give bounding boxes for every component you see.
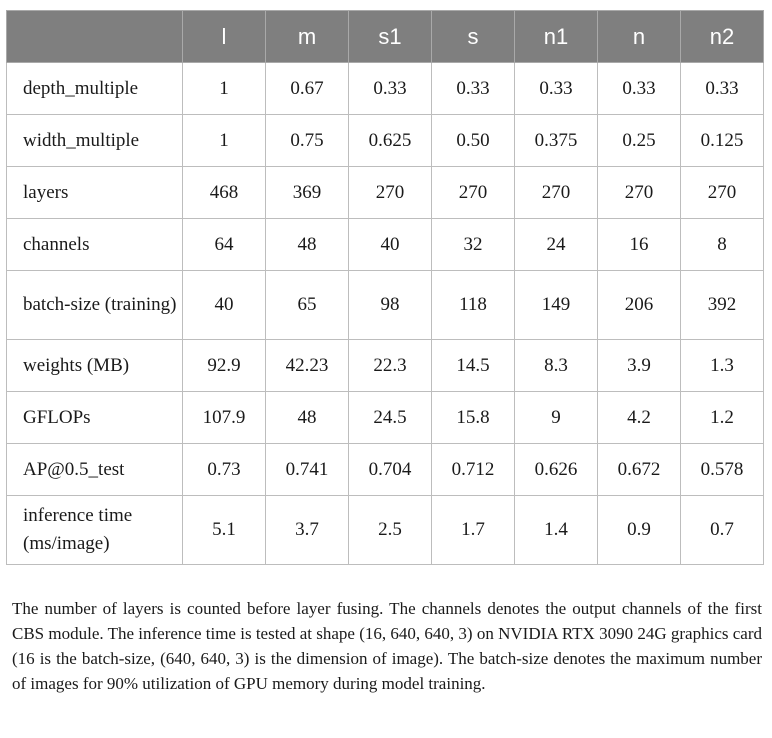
- header-cell-n1: n1: [515, 11, 598, 63]
- table-cell: 270: [349, 167, 432, 219]
- table-cell: 0.33: [681, 63, 764, 115]
- table-cell: 0.25: [598, 115, 681, 167]
- table-cell: 1: [183, 63, 266, 115]
- table-cell: 0.67: [266, 63, 349, 115]
- table-cell: 16: [598, 219, 681, 271]
- table-cell: 1: [183, 115, 266, 167]
- table-cell: 3.9: [598, 340, 681, 392]
- table-row: [7, 340, 764, 392]
- table-row: [7, 167, 764, 219]
- table-cell: 270: [515, 167, 598, 219]
- header-cell-l: l: [183, 11, 266, 63]
- header-cell-s1: s1: [349, 11, 432, 63]
- table-cell: 270: [432, 167, 515, 219]
- table-row: [7, 219, 764, 271]
- table-cell: 0.712: [432, 444, 515, 496]
- table-cell: 0.672: [598, 444, 681, 496]
- table-cell: 369: [266, 167, 349, 219]
- row-label: inference time (ms/image): [7, 496, 183, 565]
- table-cell: 0.75: [266, 115, 349, 167]
- table-cell: 0.33: [598, 63, 681, 115]
- header-row: [7, 11, 764, 63]
- table-cell: 206: [598, 271, 681, 340]
- table-cell: 0.626: [515, 444, 598, 496]
- table-cell: 0.7: [681, 496, 764, 565]
- table-cell: 1.7: [432, 496, 515, 565]
- table-cell: 5.1: [183, 496, 266, 565]
- table-cell: 24: [515, 219, 598, 271]
- table-cell: 149: [515, 271, 598, 340]
- row-label: width_multiple: [7, 115, 183, 167]
- table-cell: 92.9: [183, 340, 266, 392]
- table-cell: 0.578: [681, 444, 764, 496]
- table-cell: 14.5: [432, 340, 515, 392]
- table-cell: 392: [681, 271, 764, 340]
- row-label: GFLOPs: [7, 392, 183, 444]
- table-cell: 48: [266, 392, 349, 444]
- table-cell: 0.625: [349, 115, 432, 167]
- table-cell: 468: [183, 167, 266, 219]
- header-cell-corner: [7, 11, 183, 63]
- table-cell: 4.2: [598, 392, 681, 444]
- table-cell: 1.4: [515, 496, 598, 565]
- row-label: AP@0.5_test: [7, 444, 183, 496]
- row-label: depth_multiple: [7, 63, 183, 115]
- table-cell: 1.2: [681, 392, 764, 444]
- row-label: channels: [7, 219, 183, 271]
- table-row: [7, 271, 764, 340]
- table-cell: 8.3: [515, 340, 598, 392]
- table-cell: 9: [515, 392, 598, 444]
- table-cell: 64: [183, 219, 266, 271]
- table-row: [7, 115, 764, 167]
- table-cell: 0.50: [432, 115, 515, 167]
- table-cell: 24.5: [349, 392, 432, 444]
- table-cell: 0.741: [266, 444, 349, 496]
- table-row: [7, 63, 764, 115]
- row-label: layers: [7, 167, 183, 219]
- model-comparison-table: [6, 10, 764, 565]
- row-label: weights (MB): [7, 340, 183, 392]
- table-cell: 48: [266, 219, 349, 271]
- table-cell: 1.3: [681, 340, 764, 392]
- table-cell: 270: [598, 167, 681, 219]
- row-label: batch-size (training): [7, 271, 183, 340]
- table-footnote: The number of layers is counted before layer fusing. The channels denotes the output channels of the first CBS module. The inference time is tested at shape (16, 640, 640, 3) on NVIDIA RTX 3090 24G graphics card (16 is the batch-size, (640, 640, 3) is the dimension of image). The batch-size denotes the maximum number of images for 90% utilization of GPU memory during model training.: [12, 599, 762, 693]
- table-cell: 270: [681, 167, 764, 219]
- table-cell: 107.9: [183, 392, 266, 444]
- table-header: [7, 11, 764, 63]
- table-cell: 98: [349, 271, 432, 340]
- table-cell: 0.704: [349, 444, 432, 496]
- table-cell: 0.125: [681, 115, 764, 167]
- table-cell: 15.8: [432, 392, 515, 444]
- table-cell: 0.375: [515, 115, 598, 167]
- table-body: [7, 63, 764, 565]
- table-cell: 8: [681, 219, 764, 271]
- table-cell: 22.3: [349, 340, 432, 392]
- header-cell-n2: n2: [681, 11, 764, 63]
- table-cell: 0.33: [349, 63, 432, 115]
- table-cell: 3.7: [266, 496, 349, 565]
- header-cell-n: n: [598, 11, 681, 63]
- table-cell: 40: [183, 271, 266, 340]
- table-cell: 2.5: [349, 496, 432, 565]
- table-cell: 40: [349, 219, 432, 271]
- table-row: [7, 444, 764, 496]
- table-row: [7, 496, 764, 565]
- table-cell: 65: [266, 271, 349, 340]
- table-cell: 0.73: [183, 444, 266, 496]
- table-row: [7, 392, 764, 444]
- table-cell: 118: [432, 271, 515, 340]
- header-cell-m: m: [266, 11, 349, 63]
- header-cell-s: s: [432, 11, 515, 63]
- table-cell: 0.33: [432, 63, 515, 115]
- table-cell: 32: [432, 219, 515, 271]
- table-cell: 0.9: [598, 496, 681, 565]
- table-cell: 0.33: [515, 63, 598, 115]
- table-cell: 42.23: [266, 340, 349, 392]
